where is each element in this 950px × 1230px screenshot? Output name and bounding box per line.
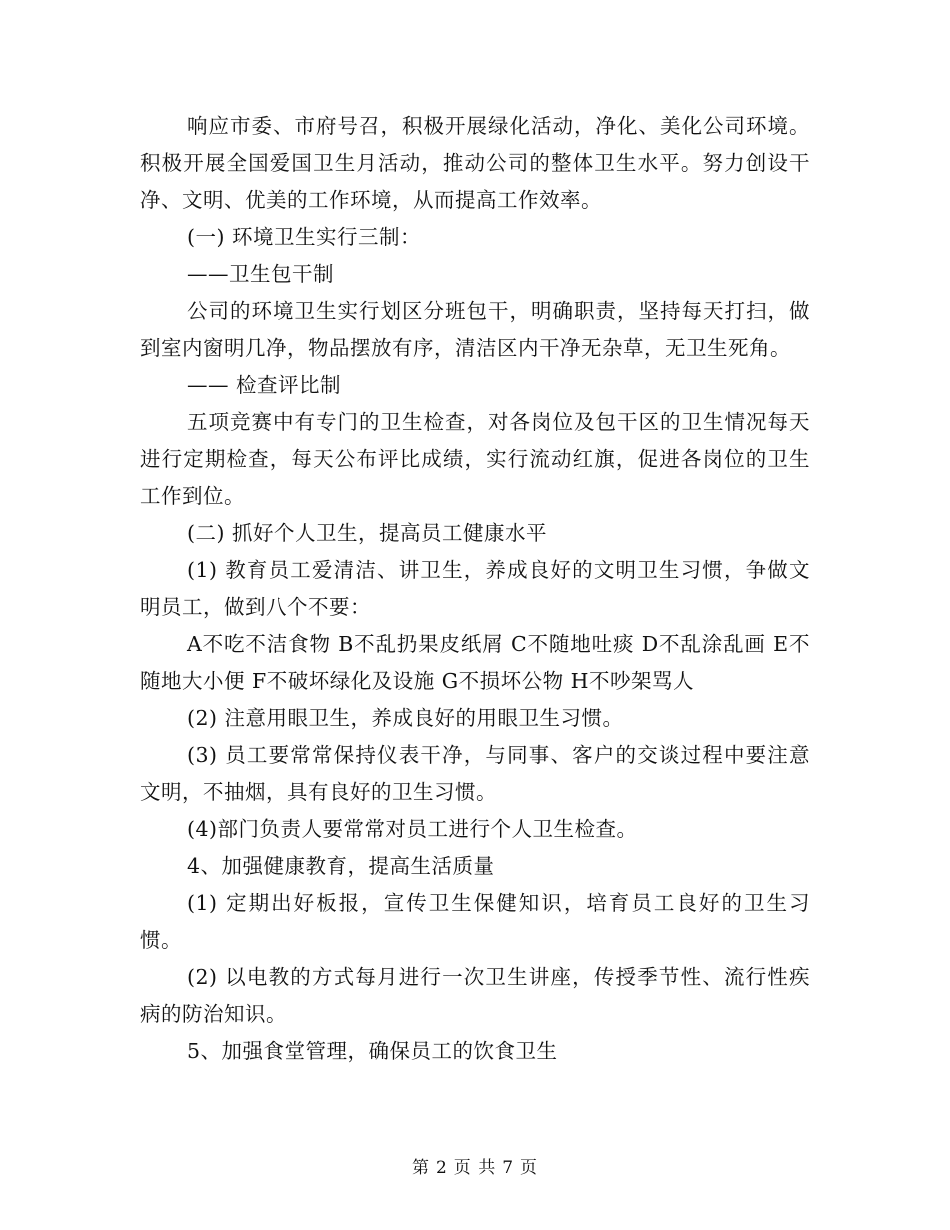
footer-total-pages: 7: [502, 1158, 515, 1178]
subheading-inspection: —— 检查评比制: [187, 373, 342, 397]
document-body: [140, 108, 810, 1070]
paragraph-health-item-1: (1) 定期出好板报，宣传卫生保健知识，培育员工良好的卫生习惯。: [140, 891, 810, 952]
footer-current-page: 2: [435, 1158, 448, 1178]
footer-mid: 页 共: [453, 1158, 497, 1178]
heading-section-5: 5、加强食堂管理，确保员工的饮食卫生: [187, 1039, 558, 1063]
paragraph-cleaning-responsibility: 公司的环境卫生实行划区分班包干，明确职责，坚持每天打扫，做到室内窗明几净，物品摆放有序，清洁区内干净无杂草，无卫生死角。: [140, 299, 810, 360]
paragraph-health-item-2: (2) 以电教的方式每月进行一次卫生讲座，传授季节性、流行性疾病的防治知识。: [140, 965, 810, 1026]
paragraph-intro: 响应市委、市府号召，积极开展绿化活动，净化、美化公司环境。积极开展全国爱国卫生月活动，推动公司的整体卫生水平。努力创设干净、文明、优美的工作环境，从而提高工作效率。: [140, 114, 810, 212]
paragraph-item-1: (1) 教育员工爱清洁、讲卫生，养成良好的文明卫生习惯，争做文明员工，做到八个不要：: [140, 558, 810, 619]
paragraph-eight-rules: A不吃不洁食物 B不乱扔果皮纸屑 C不随地吐痰 D不乱涂乱画 E不随地大小便 F不破坏绿化及设施 G不损坏公物 H不吵架骂人: [140, 632, 810, 693]
subheading-cleaning-responsibility: ——卫生包干制: [187, 262, 334, 286]
paragraph-item-2: (2) 注意用眼卫生，养成良好的用眼卫生习惯。: [187, 706, 624, 730]
heading-section-4: 4、加强健康教育，提高生活质量: [187, 854, 495, 878]
paragraph-inspection: 五项竞赛中有专门的卫生检查，对各岗位及包干区的卫生情况每天进行定期检查，每天公布评比成绩，实行流动红旗，促进各岗位的卫生工作到位。: [140, 410, 810, 508]
footer-prefix: 第: [411, 1158, 430, 1178]
footer-suffix: 页: [520, 1158, 539, 1178]
heading-section-2: (二) 抓好个人卫生，提高员工健康水平: [187, 521, 548, 545]
paragraph-item-4: (4)部门负责人要常常对员工进行个人卫生检查。: [187, 817, 638, 841]
page-footer: [0, 1153, 950, 1178]
heading-section-1: (一) 环境卫生实行三制：: [187, 225, 422, 249]
paragraph-item-3: (3) 员工要常常保持仪表干净，与同事、客户的交谈过程中要注意文明，不抽烟，具有良好的卫生习惯。: [140, 743, 810, 804]
